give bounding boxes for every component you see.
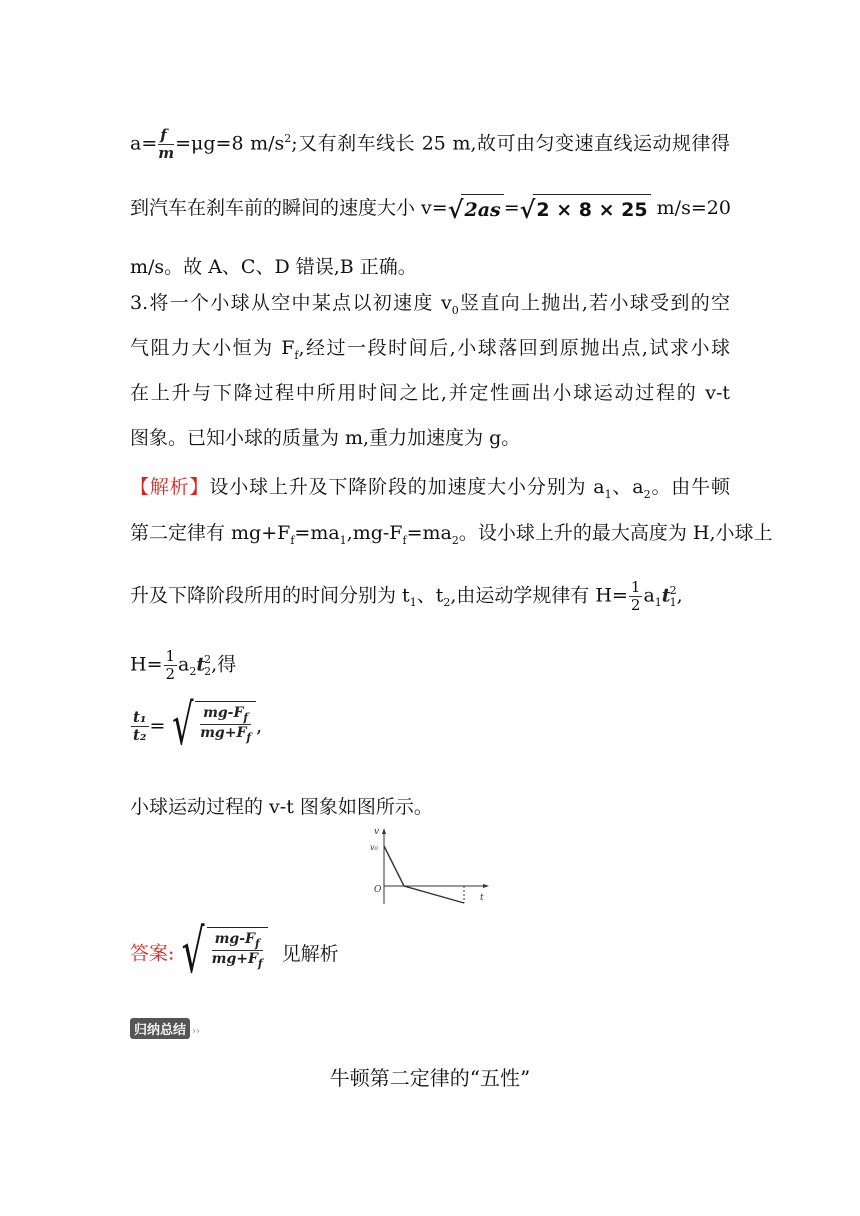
text-line-3: m/s。故 A、C、D 错误,B 正确。	[130, 256, 417, 278]
v-label: v	[374, 827, 380, 837]
summary-badge: 归纳总结 ››	[130, 1018, 218, 1040]
question-line-3: 在上升与下降过程中所用时间之比,并定性画出小球运动过程的 v-t	[130, 382, 730, 404]
vt-graph	[368, 826, 494, 910]
solution-line-2: 第二定律有 $mg+F_f=ma_1,mg-F_f=ma_2$。设小球上升的最大高度为 H,小球上	[130, 522, 773, 547]
v0-label: v₀	[370, 843, 378, 852]
question-line-1: 3.将一个小球从空中某点以初速度 $v_0$竖直向上抛出,若小球受到的空	[130, 292, 730, 317]
answer-label: 答案:	[130, 942, 175, 965]
sqrt-2x8x25: √2 × 8 × 25	[520, 194, 651, 225]
text-line-1: a= $\frac{f}{m}$ =μg=8 $m/s^2$;又有刹车线长 25 m,故可由匀变速直线运动规律得	[130, 125, 730, 162]
double-chevron-icon: ››	[192, 1026, 201, 1037]
question-line-4: 图象。已知小球的质量为 m,重力加速度为 g。	[130, 427, 521, 449]
v-axis-arrow	[382, 828, 386, 834]
solution-line-1: 【解析】设小球上升及下降阶段的加速度大小分别为 $a_1$、$a_2$。由牛顿	[130, 476, 730, 501]
answer-line: 答案: √ $\frac{mg-F_f}{mg+F_f}$ 见解析	[130, 917, 339, 987]
ratio-formula: $\frac{\text{t₁}}{\text{t₂}}$ = √ $\frac{mg-F_f}{mg+F_f}$ ,	[133, 693, 263, 758]
t-label: t	[480, 893, 484, 903]
solution-line-3: 升及下降阶段所用的时间分别为 $t_1$、$t_2$,由运动学规律有 H= $\frac{1}{2}$ $a_1t^2_1$,	[130, 577, 683, 614]
fraction-half: $\frac{1}{2}$	[630, 577, 641, 614]
t-axis-arrow	[483, 884, 489, 888]
sqrt-2as: √2as	[448, 194, 504, 225]
fraction-f-over-m: $\frac{f}{m}$	[158, 125, 175, 162]
origin-label: O	[374, 885, 382, 895]
solution-line-4: H= $\frac{1}{2}$ $a_2t^2_2$,得	[130, 646, 237, 683]
solution-line-5: 小球运动过程的 v-t 图象如图所示。	[130, 796, 433, 818]
fraction-half-2: $\frac{1}{2}$	[165, 646, 176, 683]
question-line-2: 气阻力大小恒为 $F_f$,经过一段时间后,小球落回到原抛出点,试求小球	[130, 337, 730, 362]
solution-tag: 【解析】	[130, 476, 210, 498]
text-line-2: 到汽车在刹车前的瞬间的速度大小 v=√2as =√2 × 8 × 25 m/s=20	[130, 194, 731, 224]
section-title: 牛顿第二定律的“五性”	[329, 1066, 531, 1090]
v-t-curve	[384, 846, 464, 903]
